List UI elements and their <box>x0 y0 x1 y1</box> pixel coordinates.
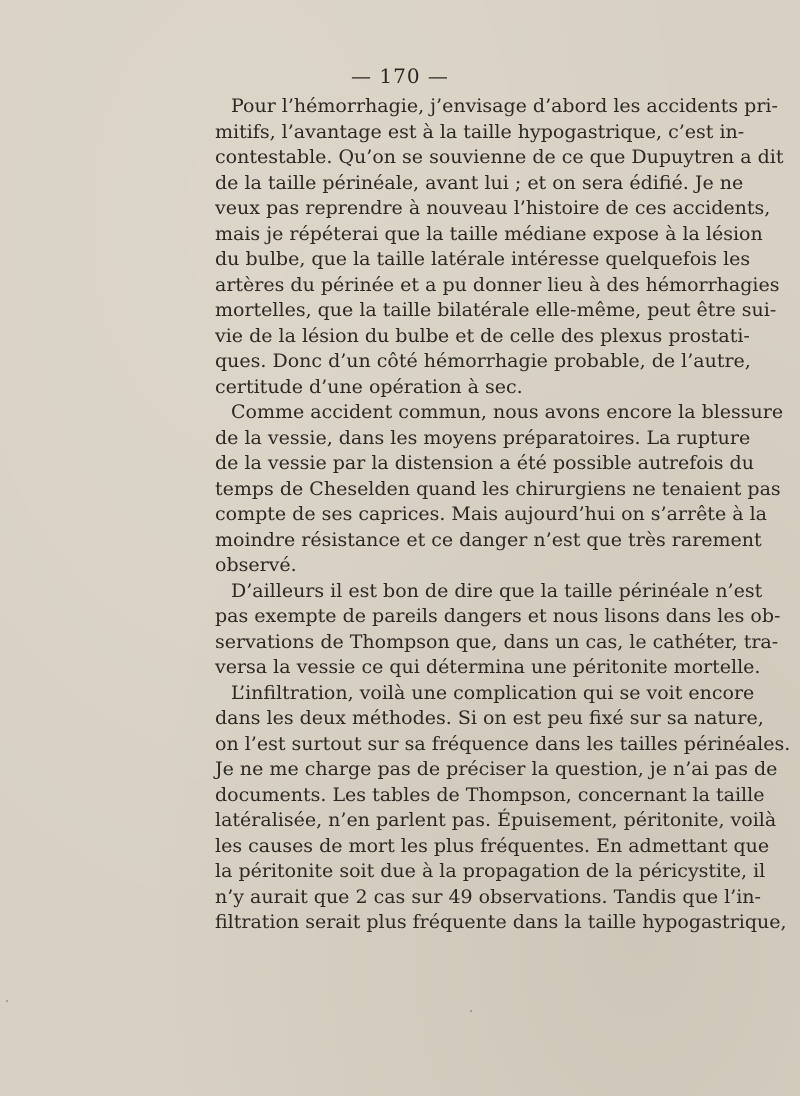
paper-speck <box>470 1010 472 1012</box>
text-line: observé. <box>215 554 297 576</box>
text-line: vie de la lésion du bulbe et de celle des plexus prostati- <box>215 324 750 347</box>
text-line: dans les deux méthodes. Si on est peu fixé sur sa nature, <box>215 707 764 729</box>
page-number: — 170 — <box>351 64 449 88</box>
text-line: mais je répéterai que la taille médiane expose à la lésion <box>215 222 763 245</box>
text-line: de la taille périnéale, avant lui ; et on sera édifié. Je ne <box>215 171 744 194</box>
text-line: temps de Cheselden quand les chirurgiens ne tenaient pas <box>215 477 781 500</box>
text-line: n’y aurait que 2 cas sur 49 observations. Tandis que l’in- <box>215 885 761 908</box>
paper-speck <box>6 1000 8 1002</box>
text-line: D’ailleurs il est bon de dire que la taille périnéale n’est <box>231 579 763 602</box>
text-line: filtration serait plus fréquente dans la taille hypogastrique, <box>215 911 787 933</box>
text-line: on l’est surtout sur sa fréquence dans les tailles périnéales. <box>215 732 791 755</box>
text-line: du bulbe, que la taille latérale intéresse quelquefois les <box>215 248 751 270</box>
text-line: ques. Donc d’un côté hémorrhagie probable, de l’autre, <box>215 350 751 372</box>
text-line: moindre résistance et ce danger n’est que très rarement <box>215 528 762 551</box>
text-line: mortelles, que la taille bilatérale elle-même, peut être sui- <box>215 299 777 321</box>
text-line: contestable. Qu’on se souvienne de ce que Dupuytren a dit <box>215 146 784 168</box>
text-line: pas exempte de pareils dangers et nous lisons dans les ob- <box>215 605 781 627</box>
text-line: de la vessie, dans les moyens préparatoires. La rupture <box>215 426 751 449</box>
text-line: servations de Thompson que, dans un cas, le cathéter, tra- <box>215 630 779 653</box>
text-line: de la vessie par la distension a été possible autrefois du <box>215 452 754 474</box>
text-line: Pour l’hémorrhagie, j’envisage d’abord les accidents pri- <box>231 95 778 117</box>
text-line: L’infiltration, voilà une complication qui se voit encore <box>231 681 755 704</box>
text-line: artères du périnée et a pu donner lieu à des hémorrhagies <box>215 273 780 296</box>
text-line: certitude d’une opération à sec. <box>215 375 523 398</box>
text-line: documents. Les tables de Thompson, concernant la taille <box>215 783 765 806</box>
text-line: mitifs, l’avantage est à la taille hypogastrique, c’est in- <box>215 120 745 143</box>
text-line: veux pas reprendre à nouveau l’histoire de ces accidents, <box>215 197 771 219</box>
text-line: Comme accident commun, nous avons encore la blessure <box>231 401 784 423</box>
body-text <box>215 94 791 936</box>
text-line: Je ne me charge pas de préciser la question, je n’ai pas de <box>215 758 778 780</box>
text-line: la péritonite soit due à la propagation de la péricystite, il <box>215 860 766 882</box>
text-line: versa la vessie ce qui détermina une péritonite mortelle. <box>215 656 761 678</box>
text-line: latéralisée, n’en parlent pas. Épuisement, péritonite, voilà <box>215 809 777 831</box>
paper-speck <box>528 520 530 522</box>
text-line: les causes de mort les plus fréquentes. En admettant que <box>215 834 770 857</box>
text-line: compte de ses caprices. Mais aujourd’hui on s’arrête à la <box>215 503 768 525</box>
